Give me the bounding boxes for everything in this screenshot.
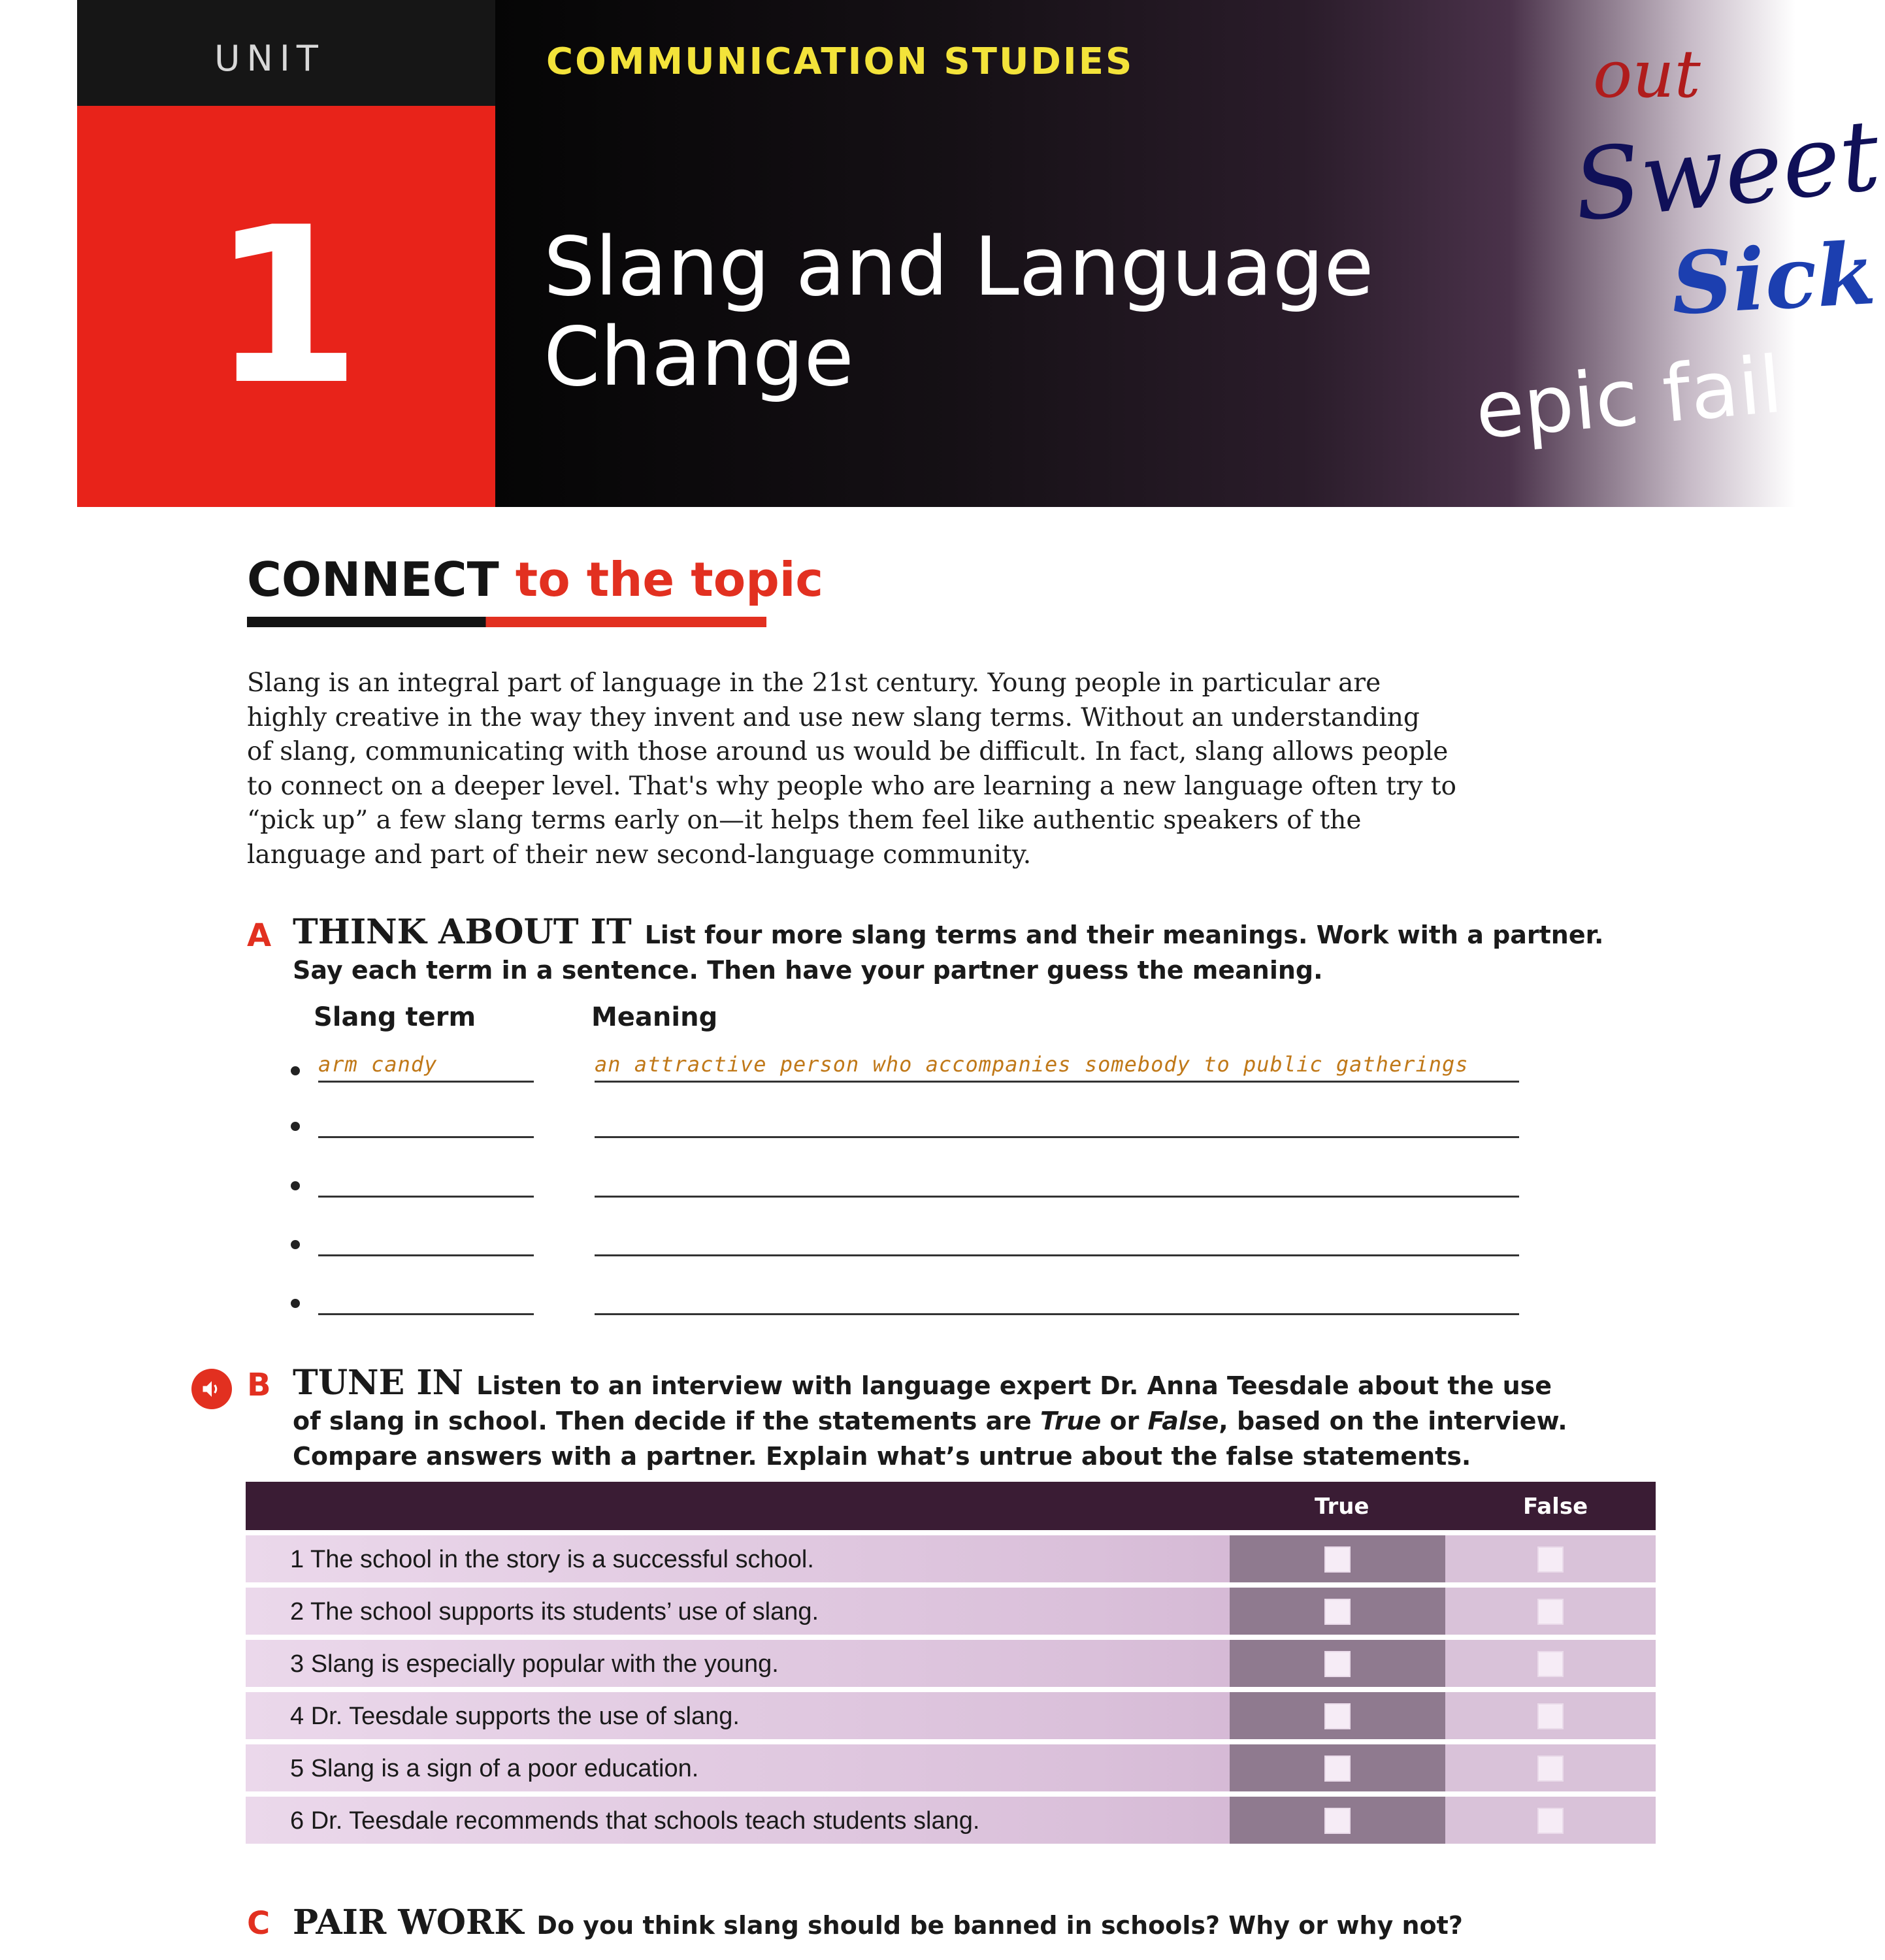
- false-checkbox[interactable]: [1537, 1808, 1564, 1834]
- slang-term-input[interactable]: [318, 1136, 534, 1138]
- meaning-input[interactable]: [595, 1136, 1519, 1138]
- table-row: [246, 1692, 1656, 1739]
- false-checkbox[interactable]: [1537, 1703, 1564, 1729]
- unit-title-line-2: Change: [544, 310, 854, 404]
- true-checkbox[interactable]: [1324, 1703, 1351, 1729]
- unit-title: [544, 222, 1458, 402]
- connect-heading-dark: CONNECT: [247, 552, 499, 607]
- section-b-letter: B: [247, 1367, 271, 1403]
- section-b-line-2b: , based on the interview.: [1219, 1407, 1567, 1435]
- answer-row: [291, 1290, 1519, 1329]
- intro-line: “pick up” a few slang terms early on—it helps them feel like authentic speakers of the: [247, 806, 1362, 836]
- series-label: COMMUNICATION STUDIES: [546, 41, 1134, 83]
- statement-text: 1 The school in the story is a successful school.: [290, 1546, 814, 1573]
- meaning-input[interactable]: [595, 1254, 1519, 1256]
- connect-heading: [247, 552, 823, 607]
- intro-line: language and part of their new second-language community.: [247, 840, 1032, 870]
- true-checkbox[interactable]: [1324, 1546, 1351, 1573]
- bullet: [291, 1240, 300, 1249]
- example-term: arm candy: [318, 1052, 438, 1077]
- section-a-instructions: [293, 912, 1604, 988]
- true-cell: [1230, 1588, 1445, 1635]
- slang-word-sick: Sick: [1669, 223, 1878, 335]
- intro-line: to connect on a deeper level. That's why people who are learning a new language often try to: [247, 771, 1457, 801]
- statement-text: 4 Dr. Teesdale supports the use of slang.: [290, 1703, 740, 1730]
- or-word: or: [1101, 1407, 1148, 1435]
- table-row: [246, 1797, 1656, 1844]
- bullet: [291, 1066, 300, 1075]
- true-word: True: [1040, 1407, 1102, 1435]
- section-c-letter: C: [247, 1905, 270, 1942]
- true-cell: [1230, 1692, 1445, 1739]
- intro-paragraph: [247, 666, 1475, 873]
- slang-term-input[interactable]: [318, 1254, 534, 1256]
- true-checkbox[interactable]: [1324, 1651, 1351, 1677]
- answer-row: [291, 1052, 1519, 1096]
- unit-number: 1: [211, 181, 361, 432]
- answer-row: [291, 1231, 1519, 1270]
- speaker-icon: [200, 1377, 223, 1401]
- false-checkbox[interactable]: [1537, 1599, 1564, 1625]
- connect-heading-red: to the topic: [515, 552, 824, 607]
- column-header-slang-term: Slang term: [314, 1002, 476, 1032]
- table-row: [246, 1640, 1656, 1687]
- bullet: [291, 1181, 300, 1190]
- audio-speaker-icon[interactable]: [191, 1369, 232, 1409]
- intro-line: highly creative in the way they invent and use new slang terms. Without an understanding: [247, 702, 1420, 732]
- true-checkbox[interactable]: [1324, 1756, 1351, 1782]
- meaning-input[interactable]: [595, 1081, 1519, 1083]
- false-cell: [1445, 1535, 1656, 1582]
- bullet: [291, 1299, 300, 1308]
- statement-text: 5 Slang is a sign of a poor education.: [290, 1755, 699, 1782]
- section-b-line-2a: of slang in school. Then decide if the statements are: [293, 1407, 1040, 1435]
- false-cell: [1445, 1744, 1656, 1791]
- meaning-input[interactable]: [595, 1196, 1519, 1198]
- section-b-title: TUNE IN: [293, 1363, 464, 1403]
- section-a-line-1: List four more slang terms and their meanings. Work with a partner.: [644, 921, 1604, 949]
- false-checkbox[interactable]: [1537, 1546, 1564, 1573]
- section-c-text: Do you think slang should be banned in schools? Why or why not?: [536, 1911, 1463, 1940]
- column-header-true: True: [1315, 1494, 1369, 1520]
- table-header: [246, 1482, 1656, 1530]
- false-word: False: [1147, 1407, 1219, 1435]
- unit-label: UNIT: [214, 38, 325, 79]
- section-a-line-2: Say each term in a sentence. Then have your partner guess the meaning.: [293, 956, 1323, 985]
- slang-term-input[interactable]: [318, 1196, 534, 1198]
- true-cell: [1230, 1744, 1445, 1791]
- statement-text: 6 Dr. Teesdale recommends that schools teach students slang.: [290, 1807, 980, 1835]
- section-b-instructions: [293, 1365, 1567, 1474]
- false-checkbox[interactable]: [1537, 1756, 1564, 1782]
- section-b-line-1: Listen to an interview with language expert Dr. Anna Teesdale about the use: [476, 1371, 1552, 1400]
- unit-banner: [77, 0, 1885, 507]
- unit-title-line-1: Slang and Language: [544, 220, 1374, 314]
- false-checkbox[interactable]: [1537, 1651, 1564, 1677]
- false-cell: [1445, 1797, 1656, 1844]
- true-checkbox[interactable]: [1324, 1599, 1351, 1625]
- false-cell: [1445, 1640, 1656, 1687]
- table-row: [246, 1535, 1656, 1582]
- meaning-input[interactable]: [595, 1313, 1519, 1315]
- slang-word-out: out: [1593, 36, 1701, 112]
- slang-term-input[interactable]: [318, 1081, 534, 1083]
- slang-term-input[interactable]: [318, 1313, 534, 1315]
- intro-line: Slang is an integral part of language in the 21st century. Young people in particular are: [247, 668, 1381, 698]
- true-cell: [1230, 1535, 1445, 1582]
- column-header-meaning: Meaning: [591, 1002, 718, 1032]
- column-header-false: False: [1523, 1494, 1588, 1520]
- example-meaning: an attractive person who accompanies somebody to public gatherings: [595, 1052, 1469, 1077]
- section-c-instructions: [293, 1905, 1463, 1943]
- section-c-title: PAIR WORK: [293, 1903, 524, 1942]
- section-b-line-3: Compare answers with a partner. Explain what’s untrue about the false statements.: [293, 1442, 1471, 1471]
- false-cell: [1445, 1692, 1656, 1739]
- heading-underline: [247, 617, 766, 627]
- slang-word-sweet: Sweet: [1568, 98, 1885, 244]
- section-a-title: THINK ABOUT IT: [293, 912, 632, 952]
- statement-text: 3 Slang is especially popular with the young.: [290, 1650, 779, 1678]
- true-cell: [1230, 1640, 1445, 1687]
- true-cell: [1230, 1797, 1445, 1844]
- table-row: [246, 1588, 1656, 1635]
- statement-text: 2 The school supports its students’ use of slang.: [290, 1598, 819, 1625]
- true-checkbox[interactable]: [1324, 1808, 1351, 1834]
- bullet: [291, 1122, 300, 1131]
- false-cell: [1445, 1588, 1656, 1635]
- slang-word-epic-fail: epic fail: [1471, 339, 1786, 457]
- answer-row: [291, 1113, 1519, 1152]
- slang-words-art: [1471, 0, 1885, 507]
- true-false-table: [246, 1482, 1656, 1844]
- answer-row: [291, 1172, 1519, 1211]
- table-row: [246, 1744, 1656, 1791]
- section-a-letter: A: [247, 917, 272, 954]
- intro-line: of slang, communicating with those around us would be difficult. In fact, slang allows people: [247, 737, 1449, 767]
